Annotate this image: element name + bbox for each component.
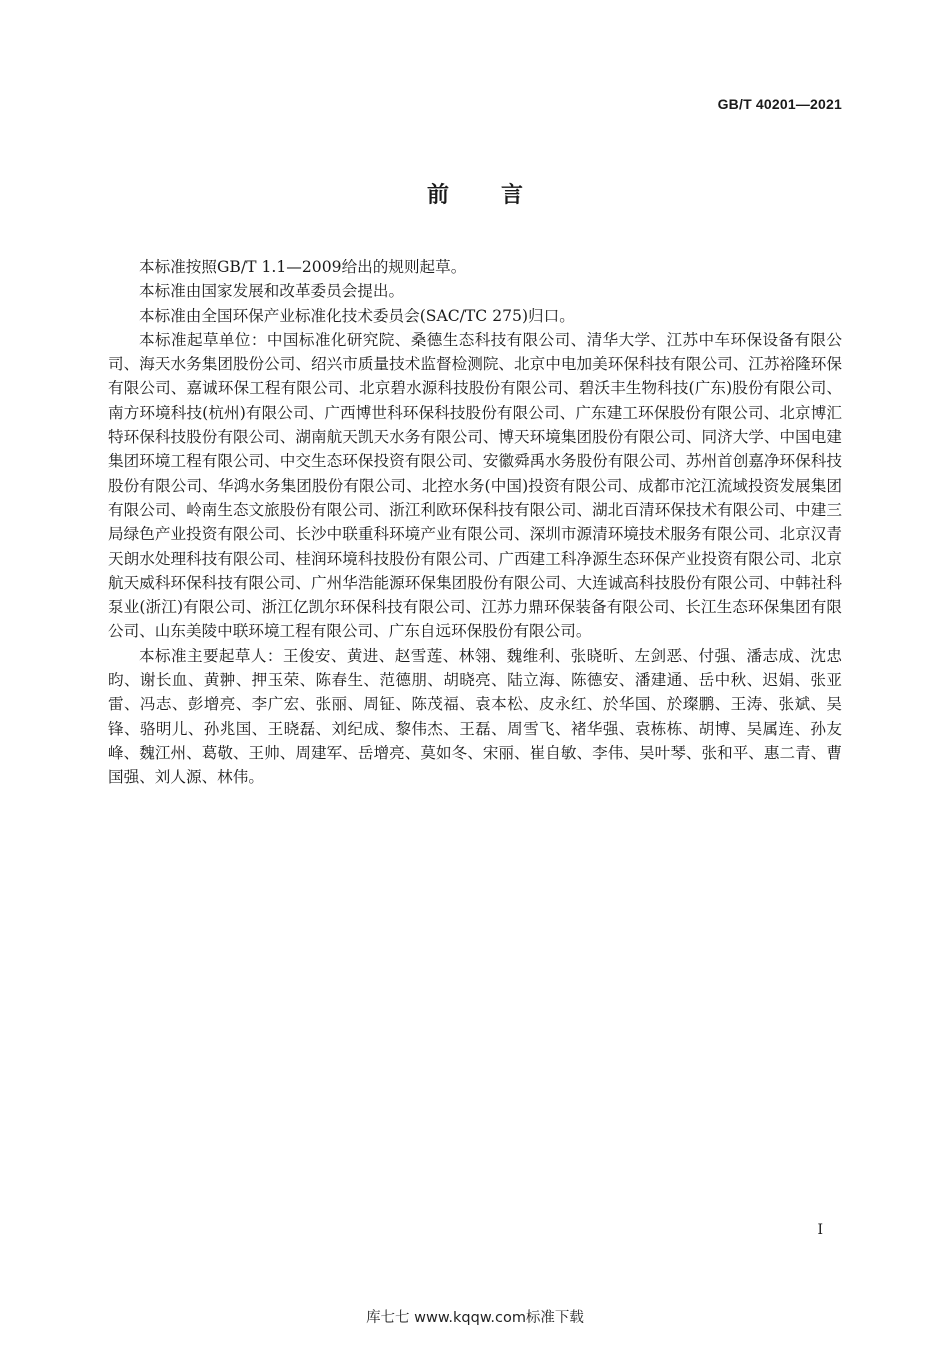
- standard-code: GB/T 40201—2021: [717, 96, 842, 112]
- page-number: I: [817, 1222, 823, 1238]
- footer-watermark: 库七七 www.kqqw.com标准下载: [366, 1310, 584, 1326]
- paragraph-drafters: 本标准主要起草人：王俊安、黄进、赵雪莲、林翎、魏维利、张晓昕、左剑恶、付强、潘志成、沈忠昀、谢长血、黄翀、押玉荣、陈春生、范德朋、胡晓亮、陆立海、陈德安、潘建通、岳中秋、迟娟、张亚雷、冯志、彭增亮、李广宏、张丽、周钲、陈茂福、袁本松、皮永红、於华国、於璨鹏、王涛、张斌、吴锋、骆明儿、孙兆国、王晓磊、刘纪成、黎伟杰、王磊、周雪飞、褚华强、袁栋栋、胡博、吴属连、孙友峰、魏江州、葛敬、王帅、周建军、岳增亮、莫如冬、宋丽、崔自敏、李伟、吴叶琴、张和平、惠二青、曹国强、刘人源、林伟。: [108, 646, 842, 787]
- paragraph-technical-committee: 本标准由全国环保产业标准化技术委员会(SAC/TC 275)归口。: [139, 306, 575, 325]
- paragraph-drafting-organizations: 本标准起草单位：中国标准化研究院、桑德生态科技有限公司、清华大学、江苏中车环保设备有限公司、海天水务集团股份公司、绍兴市质量技术监督检测院、北京中电加美环保科技有限公司、江苏裕隆环保有限公司、嘉诚环保工程有限公司、北京碧水源科技股份有限公司、碧沃丰生物科技(广东)股份有限公司、南方环境科技(杭州)有限公司、广西博世科环保科技股份有限公司、广东建工环保股份有限公司、北京博汇特环保科技股份有限公司、湖南航天凯天水务有限公司、博天环境集团股份有限公司、同济大学、中国电建集团环境工程有限公司、中交生态环保投资有限公司、安徽舜禹水务股份有限公司、苏州首创嘉净环保科技股份有限公司、华鸿水务集团股份有限公司、北控水务(中国)投资有限公司、成都市沱江流域投资发展集团有限公司、岭南生态文旅股份有限公司、浙江利欧环保科技有限公司、湖北百清环保技术有限公司、中建三局绿色产业投资有限公司、长沙中联重科环境产业有限公司、深圳市源清环境技术服务有限公司、北京汉青天朗水处理科技有限公司、桂润环境科技股份有限公司、广西建工科净源生态环保产业投资有限公司、北京航天威科环保科技有限公司、广州华浩能源环保集团股份有限公司、大连诚高科技股份有限公司、中韩社科泵业(浙江)有限公司、浙江亿凯尔环保科技有限公司、江苏力鼎环保装备有限公司、长江生态环保集团有限公司、山东美陵中联环境工程有限公司、广东自远环保股份有限公司。: [108, 330, 842, 641]
- page-title: 前言: [426, 183, 575, 208]
- paragraph-proposer: 本标准由国家发展和改革委员会提出。: [139, 282, 405, 301]
- paragraph-drafting-rules: 本标准按照GB/T 1.1—2009给出的规则起草。: [139, 258, 467, 276]
- foreword-body: [108, 255, 842, 790]
